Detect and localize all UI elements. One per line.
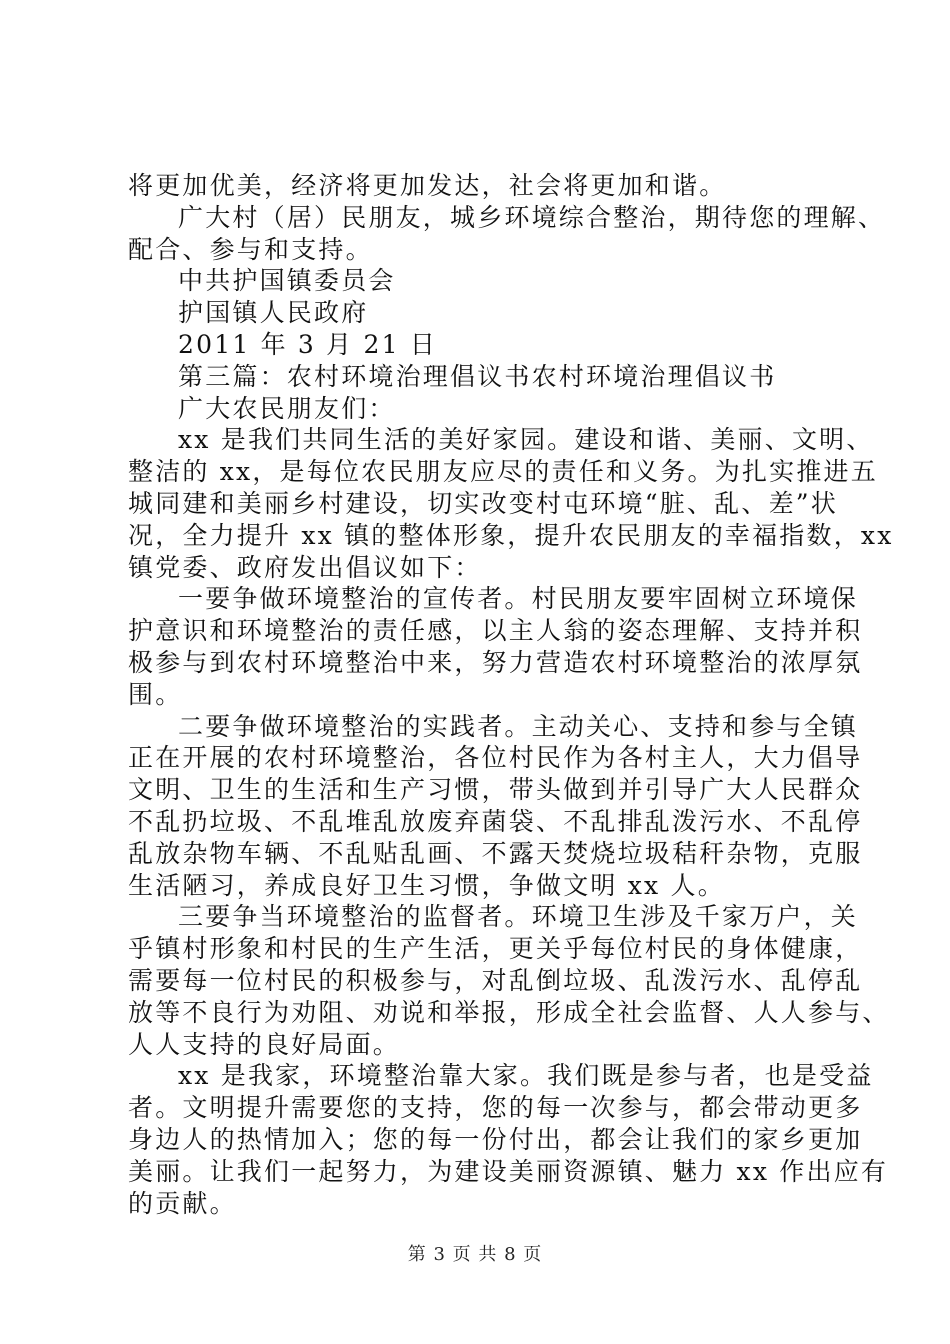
text-line: 镇党委、政府发出倡议如下： (128, 552, 482, 582)
text-line: 广大农民朋友们： (178, 393, 396, 423)
text-line: 者。文明提升需要您的支持，您的每一次参与，都会带动更多 (128, 1093, 863, 1123)
text-line: 围。 (128, 679, 183, 709)
text-line: 三要争当环境整治的监督者。环境卫生涉及千家万户，关 (178, 902, 859, 932)
text-line: 乱放杂物车辆、不乱贴乱画、不露天焚烧垃圾秸秆杂物，克服 (128, 838, 863, 868)
text-line: 正在开展的农村环境整治，各位村民作为各村主人，大力倡导 (128, 743, 863, 773)
text-line: 身边人的热情加入；您的每一份付出，都会让我们的家乡更加 (128, 1124, 863, 1154)
text-line: xx 是我家，环境整治靠大家。我们既是参与者，也是受益 (178, 1061, 874, 1091)
text-line: 2011 年 3 月 21 日 (178, 329, 438, 359)
text-line: 美丽。让我们一起努力，为建设美丽资源镇、魅力 xx 作出应有 (128, 1156, 889, 1186)
text-line: 极参与到农村环境整治中来，努力营造农村环境整治的浓厚氛 (128, 647, 863, 677)
text-line: 城同建和美丽乡村建设，切实改变村屯环境“脏、乱、差”状 (128, 488, 838, 518)
text-line: xx 是我们共同生活的美好家园。建设和谐、美丽、文明、 (178, 425, 874, 455)
text-line: 生活陋习，养成良好卫生习惯，争做文明 xx 人。 (128, 870, 725, 900)
text-line: 中共护国镇委员会 (178, 266, 396, 296)
text-line: 护国镇人民政府 (178, 298, 369, 328)
text-line: 配合、参与和支持。 (128, 234, 373, 264)
text-line: 整洁的 xx，是每位农民朋友应尽的责任和义务。为扎实推进五 (128, 457, 878, 487)
text-line: 二要争做环境整治的实践者。主动关心、支持和参与全镇 (178, 711, 859, 741)
text-line: 护意识和环境整治的责任感，以主人翁的姿态理解、支持并积 (128, 616, 863, 646)
text-line: 广大村（居）民朋友，城乡环境综合整治，期待您的理解、 (178, 202, 886, 232)
page-number: 第 3 页 共 8 页 (407, 1244, 543, 1265)
document-body (128, 170, 894, 1219)
text-line: 的贡献。 (128, 1188, 237, 1218)
text-line: 文明、卫生的生活和生产习惯，带头做到并引导广大人民群众 (128, 775, 863, 805)
text-line: 一要争做环境整治的宣传者。村民朋友要牢固树立环境保 (178, 584, 859, 614)
text-line: 况，全力提升 xx 镇的整体形象，提升农民朋友的幸福指数，xx (128, 520, 894, 550)
text-line: 不乱扔垃圾、不乱堆乱放废弃菌袋、不乱排乱泼污水、不乱停 (128, 806, 863, 836)
text-line: 放等不良行为劝阻、劝说和举报，形成全社会监督、人人参与、 (128, 997, 890, 1027)
text-line: 需要每一位村民的积极参与，对乱倒垃圾、乱泼污水、乱停乱 (128, 965, 863, 995)
text-line: 人人支持的良好局面。 (128, 1029, 401, 1059)
text-line: 乎镇村形象和村民的生产生活，更关乎每位村民的身体健康， (128, 934, 863, 964)
text-line: 将更加优美，经济将更加发达，社会将更加和谐。 (128, 171, 727, 200)
text-line: 第三篇：农村环境治理倡议书农村环境治理倡议书 (178, 361, 777, 391)
